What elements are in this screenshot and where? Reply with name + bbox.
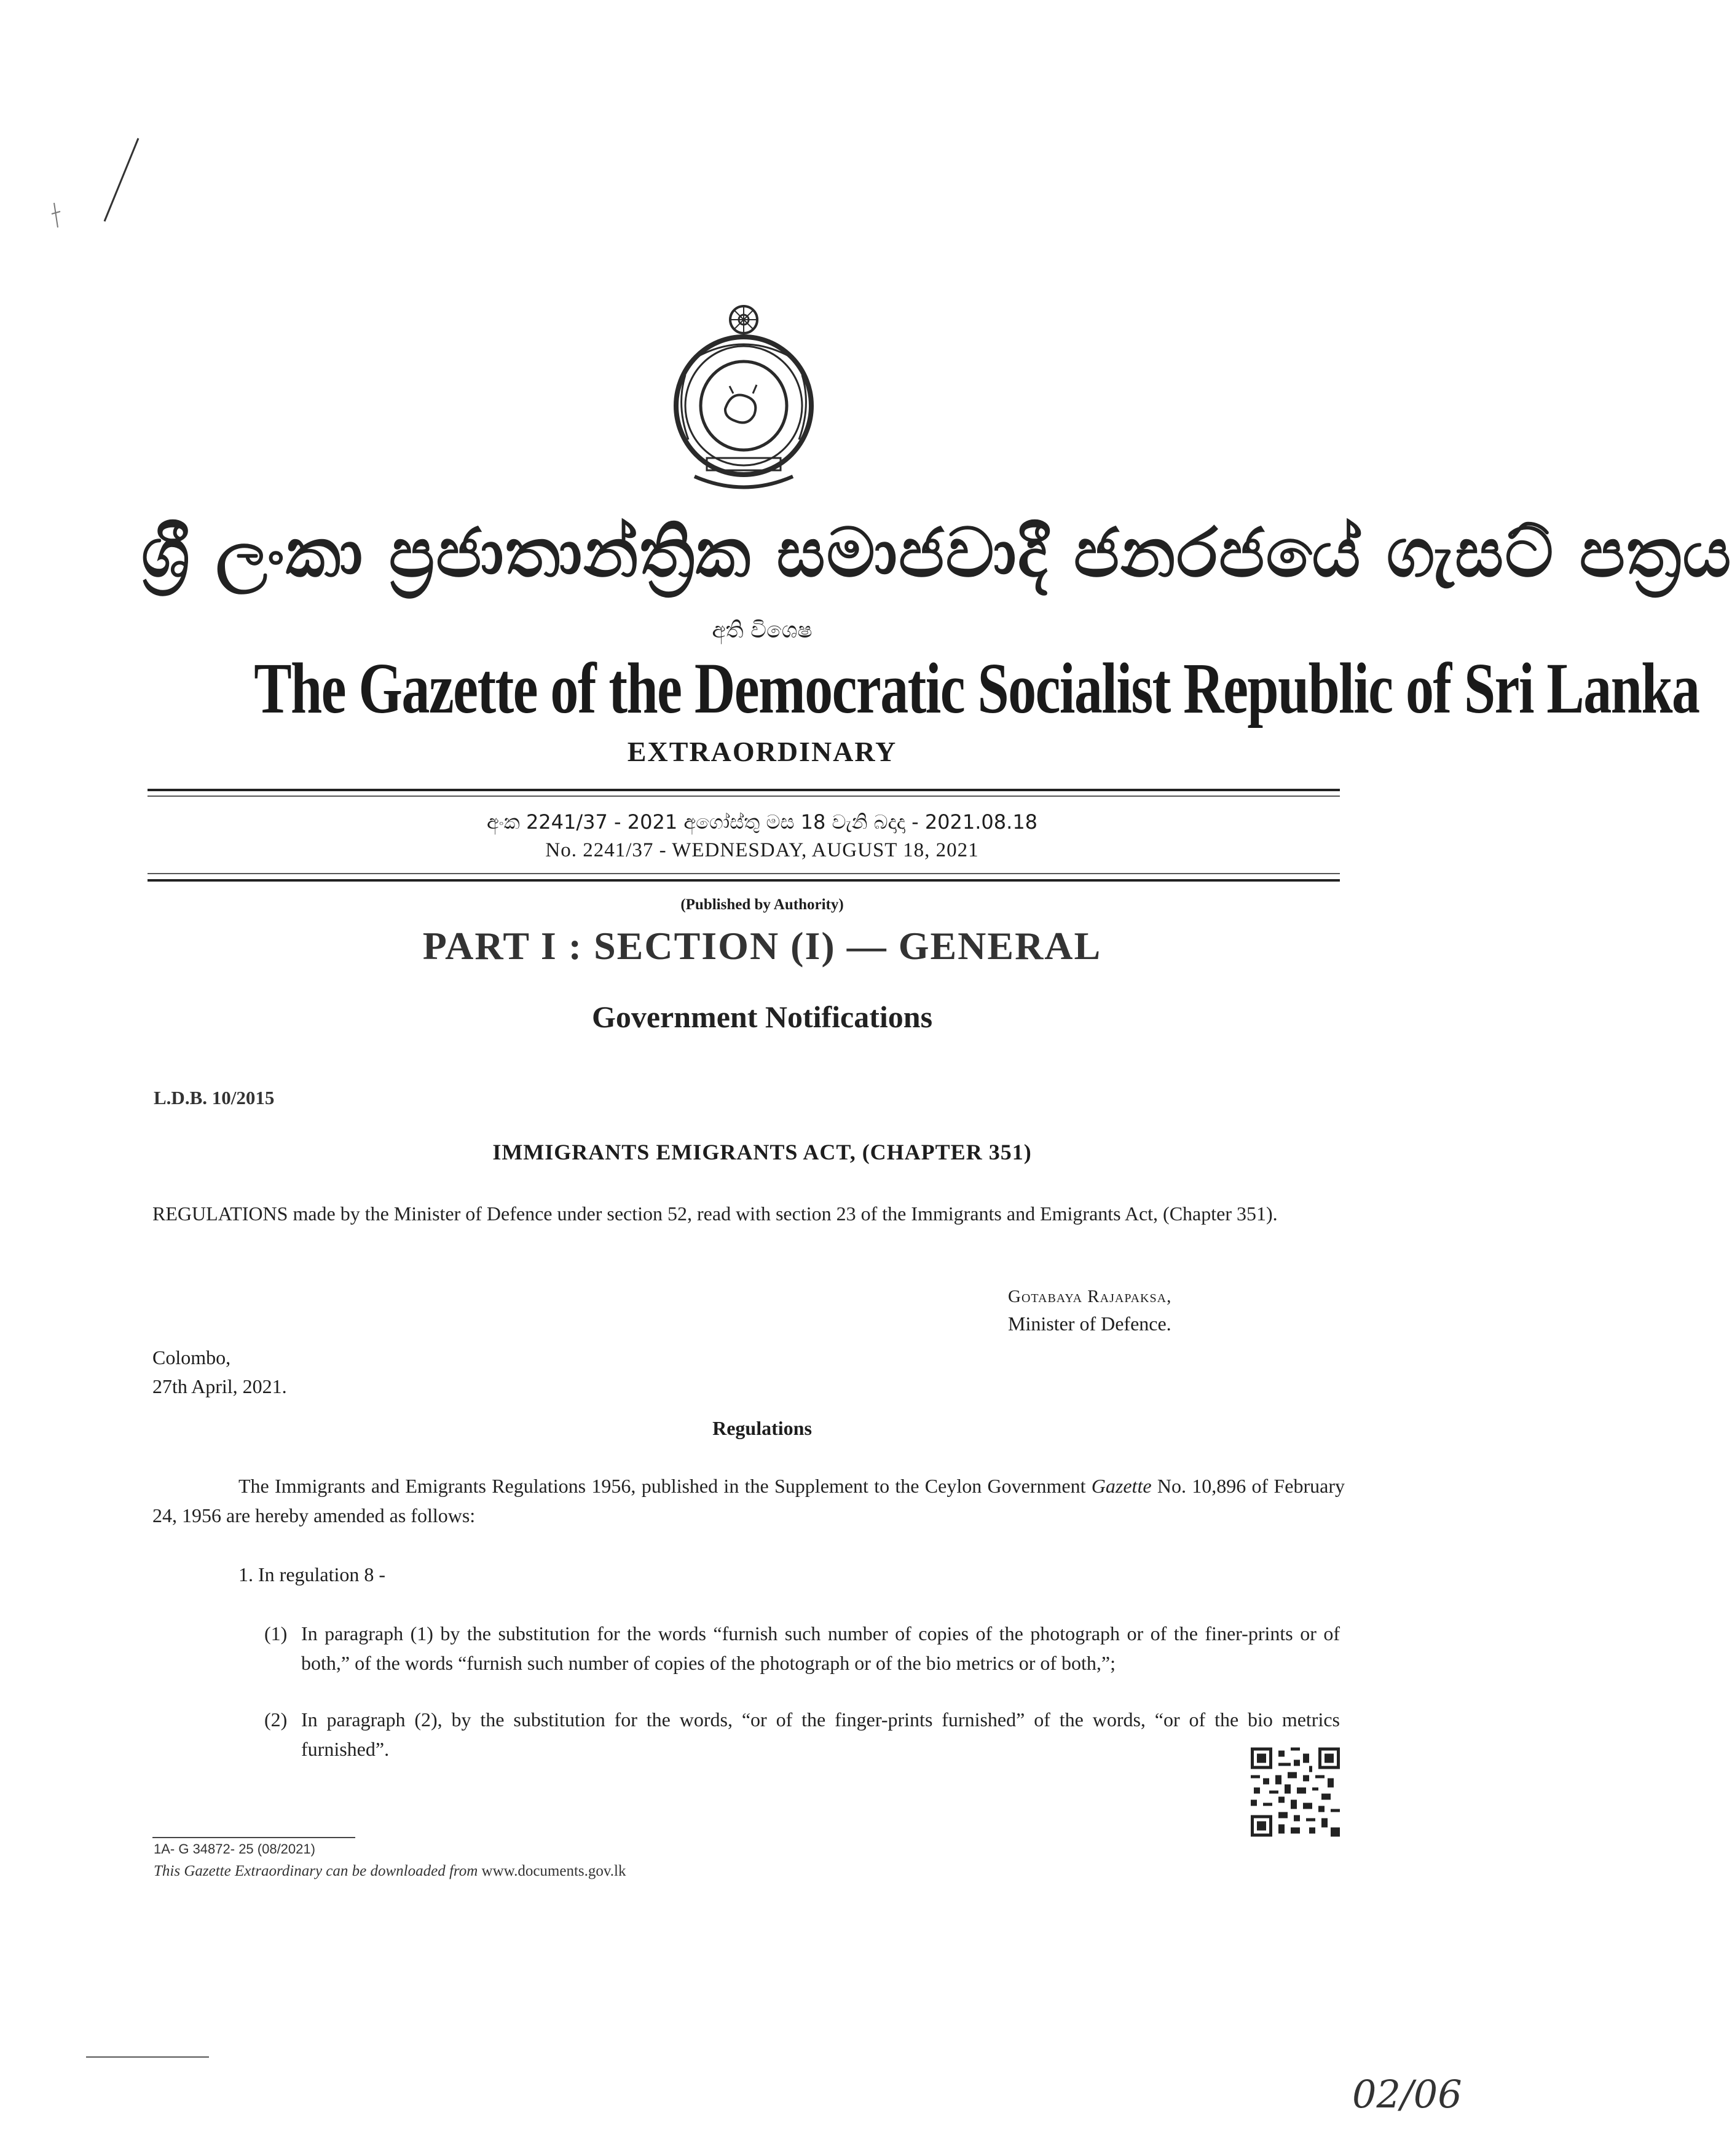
- paragraph-2-text: In paragraph (2), by the substitution for the words, “or of the finger-prints furnished” of the words, “or of the bio metrics furnished”.: [301, 1708, 1340, 1760]
- place: Colombo,: [152, 1346, 231, 1368]
- signer-title: Minister of Defence.: [1008, 1313, 1171, 1335]
- signer-name: Gotabaya Rajapaksa,: [1008, 1287, 1172, 1306]
- date: 27th April, 2021.: [152, 1375, 287, 1397]
- footer-rule: [152, 1837, 355, 1838]
- state-emblem-icon: [661, 301, 827, 498]
- bottom-rule: [86, 2056, 209, 2058]
- notifications-heading: Government Notifications: [591, 1000, 933, 1034]
- header-rule-top: [148, 789, 1340, 791]
- header-rule-bottom-thin: [148, 873, 1340, 874]
- issue-line-sinhala: අංක 2241/37 - 2021 අගෝස්තු මස 18 වැනි බදාදා - 2021.08.18: [486, 810, 1038, 834]
- qr-code-icon: [1251, 1746, 1340, 1838]
- reference-number: L.D.B. 10/2015: [154, 1087, 275, 1108]
- handwritten-page-number: 02/06: [1352, 2072, 1462, 2117]
- pen-mark: [37, 129, 160, 240]
- download-note: [154, 1863, 626, 1880]
- act-title: IMMIGRANTS EMIGRANTS ACT, (CHAPTER 351): [492, 1140, 1032, 1164]
- intro-after: No. 10,896 of February 24, 1956 are hereby amended as follows:: [152, 1475, 1345, 1526]
- intro-italic: Gazette: [1091, 1475, 1152, 1497]
- published-by: (Published by Authority): [680, 896, 844, 913]
- sinhala-subtitle: අති විශෙෂ: [712, 618, 813, 643]
- intro-paragraph: [152, 1471, 1345, 1530]
- header-rule-top-thin: [148, 796, 1340, 797]
- issue-line-english: No. 2241/37 - WEDNESDAY, AUGUST 18, 2021: [545, 839, 979, 861]
- preamble: REGULATIONS made by the Minister of Defence under section 52, read with section 23 of the Immigrants and Emigrants Act, (Chapter 351).: [152, 1202, 1278, 1225]
- part-heading: PART I : SECTION (I) — GENERAL: [422, 924, 1102, 968]
- sinhala-title: ශ්‍රී ලංකා ප්‍රජාතාන්ත්‍රික සමාජවාදී ජනරජයේ ගැසට් පත්‍රය: [141, 513, 1732, 592]
- edition-label: EXTRAORDINARY: [627, 736, 897, 767]
- paragraph-1-number: (1): [264, 1622, 288, 1645]
- download-site: www.documents.gov.lk: [478, 1863, 626, 1879]
- paragraph-2-number: (2): [264, 1708, 288, 1731]
- item-1: 1. In regulation 8 -: [238, 1563, 386, 1585]
- download-note-text: This Gazette Extraordinary can be downloaded from: [154, 1863, 478, 1879]
- regulations-heading: Regulations: [712, 1417, 812, 1439]
- print-code: 1A- G 34872- 25 (08/2021): [154, 1841, 315, 1857]
- gazette-title: The Gazette of the Democratic Socialist Republic of Sri Lanka: [254, 648, 1699, 729]
- paragraph-1-text: In paragraph (1) by the substitution for the words “furnish such number of copies of the photograph or of the finer-prints or of both,” of the words “furnish such number of copies of the photograph or of the bio metrics or of both,”;: [301, 1622, 1340, 1674]
- intro-before: The Immigrants and Emigrants Regulations 1956, published in the Supplement to the Ceylon Government: [238, 1475, 1092, 1497]
- header-rule-bottom: [148, 879, 1340, 882]
